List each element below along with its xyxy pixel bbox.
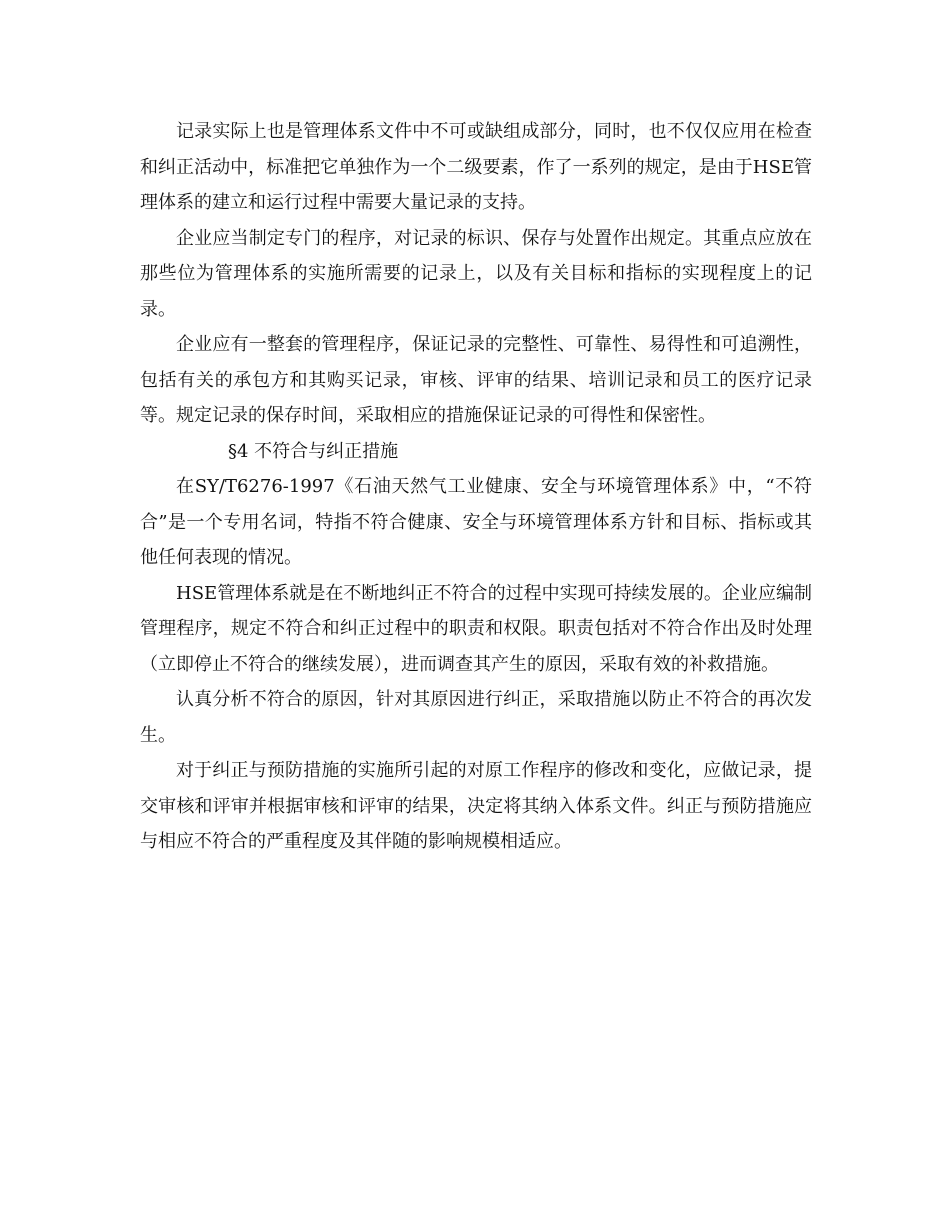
paragraph-records-procedure: 企业应当制定专门的程序，对记录的标识、保存与处置作出规定。其重点应放在那些位为管理体系的实施所需要的记录上，以及有关目标和指标的实现程度上的记录。 xyxy=(140,227,812,320)
paragraph-records-intro: 记录实际上也是管理体系文件中不可或缺组成部分，同时，也不仅仅应用在检查和纠正活动中，标准把它单独作为一个二级要素，作了一系列的规定，是由于HSE管理体系的建立和运行过程中需要大量记录的支持。 xyxy=(140,121,812,213)
paragraph-records-management: 企业应有一整套的管理程序，保证记录的完整性、可靠性、易得性和可追溯性，包括有关的承包方和其购买记录，审核、评审的结果、培训记录和员工的医疗记录等。规定记录的保存时间，采取相应的措施保证记录的可得性和保密性。 xyxy=(140,334,812,426)
document-body xyxy=(140,114,812,860)
paragraph-hse-correction: HSE管理体系就是在不断地纠正不符合的过程中实现可持续发展的。企业应编制管理程序，规定不符合和纠正过程中的职责和权限。职责包括对不符合作出及时处理（立即停止不符合的继续发展），进而调查其产生的原因，采取有效的补救措施。 xyxy=(140,582,812,675)
paragraph-cause-analysis: 认真分析不符合的原因，针对其原因进行纠正，采取措施以防止不符合的再次发生。 xyxy=(140,689,812,746)
paragraph-corrective-preventive: 对于纠正与预防措施的实施所引起的对原工作程序的修改和变化，应做记录，提交审核和评审并根据审核和评审的结果，决定将其纳入体系文件。纠正与预防措施应与相应不符合的严重程度及其伴随的影响规模相适应。 xyxy=(140,760,812,852)
paragraph-nonconformity-definition: 在SY/T6276-1997《石油天然气工业健康、安全与环境管理体系》中，“不符合”是一个专用名词，特指不符合健康、安全与环境管理体系方针和目标、指标或其他任何表现的情况。 xyxy=(140,476,812,568)
section-heading: §4 不符合与纠正措施 xyxy=(228,440,399,462)
